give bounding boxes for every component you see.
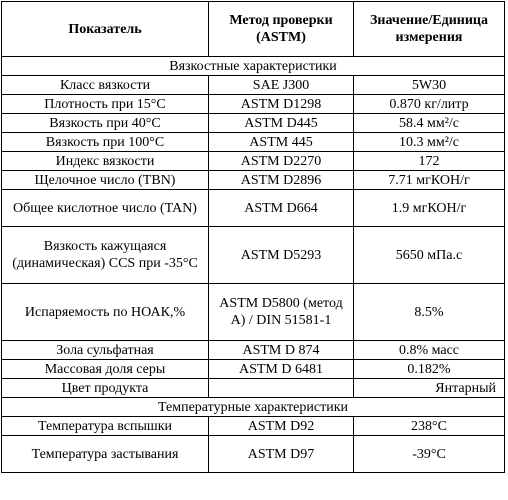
row-value: -39°С (354, 436, 505, 473)
row-name: Класс вязкости (2, 76, 209, 95)
row-value: 238°С (354, 417, 505, 436)
section-row-viscosity (2, 57, 505, 76)
table-row (2, 114, 505, 133)
header-row (2, 2, 505, 57)
row-method: ASTM D664 (209, 190, 354, 227)
row-value: 58.4 мм²/с (354, 114, 505, 133)
row-name: Массовая доля серы (2, 360, 209, 379)
table-row (2, 436, 505, 473)
table-row (2, 190, 505, 227)
row-method (209, 379, 354, 398)
row-method: ASTM D2270 (209, 152, 354, 171)
spec-table-container (1, 1, 505, 473)
table-row (2, 341, 505, 360)
section-title-viscosity: Вязкостные характеристики (2, 57, 505, 76)
table-row (2, 360, 505, 379)
row-method: ASTM D5800 (метод А) / DIN 51581-1 (209, 284, 354, 341)
row-name: Испаряемость по НОАК,% (2, 284, 209, 341)
header-value: Значение/Единица измерения (354, 2, 505, 57)
row-name: Цвет продукта (2, 379, 209, 398)
table-row (2, 227, 505, 284)
row-value: Янтарный (354, 379, 505, 398)
table-row (2, 284, 505, 341)
header-method: Метод проверки (ASTM) (209, 2, 354, 57)
row-method: ASTM D2896 (209, 171, 354, 190)
oil-spec-table (1, 1, 505, 473)
row-name: Температура вспышки (2, 417, 209, 436)
row-name: Щелочное число (TBN) (2, 171, 209, 190)
row-value: 172 (354, 152, 505, 171)
row-name: Вязкость кажущаяся (динамическая) CCS при -35°С (2, 227, 209, 284)
table-row (2, 95, 505, 114)
row-name: Индекс вязкости (2, 152, 209, 171)
table-row (2, 417, 505, 436)
section-row-temperature (2, 398, 505, 417)
row-value: 0.870 кг/литр (354, 95, 505, 114)
row-method: ASTM D 6481 (209, 360, 354, 379)
row-method: ASTM D92 (209, 417, 354, 436)
table-row (2, 379, 505, 398)
row-value: 5650 мПа.с (354, 227, 505, 284)
header-indicator: Показатель (2, 2, 209, 57)
table-row (2, 152, 505, 171)
table-row (2, 171, 505, 190)
row-value: 7.71 мгКОН/г (354, 171, 505, 190)
table-row (2, 133, 505, 152)
row-method: ASTM D 874 (209, 341, 354, 360)
row-name: Вязкость при 100°С (2, 133, 209, 152)
row-value: 0.182% (354, 360, 505, 379)
row-value: 5W30 (354, 76, 505, 95)
section-title-temperature: Температурные характеристики (2, 398, 505, 417)
row-name: Общее кислотное число (TAN) (2, 190, 209, 227)
row-method: ASTM D445 (209, 114, 354, 133)
row-value: 8.5% (354, 284, 505, 341)
row-name: Зола сульфатная (2, 341, 209, 360)
row-method: ASTM D97 (209, 436, 354, 473)
row-name: Плотность при 15°С (2, 95, 209, 114)
row-name: Температура застывания (2, 436, 209, 473)
row-value: 0.8% масс (354, 341, 505, 360)
row-name: Вязкость при 40°С (2, 114, 209, 133)
table-row (2, 76, 505, 95)
row-value: 10.3 мм²/с (354, 133, 505, 152)
row-method: ASTM D1298 (209, 95, 354, 114)
row-value: 1.9 мгКОН/г (354, 190, 505, 227)
row-method: SAE J300 (209, 76, 354, 95)
row-method: ASTM 445 (209, 133, 354, 152)
row-method: ASTM D5293 (209, 227, 354, 284)
